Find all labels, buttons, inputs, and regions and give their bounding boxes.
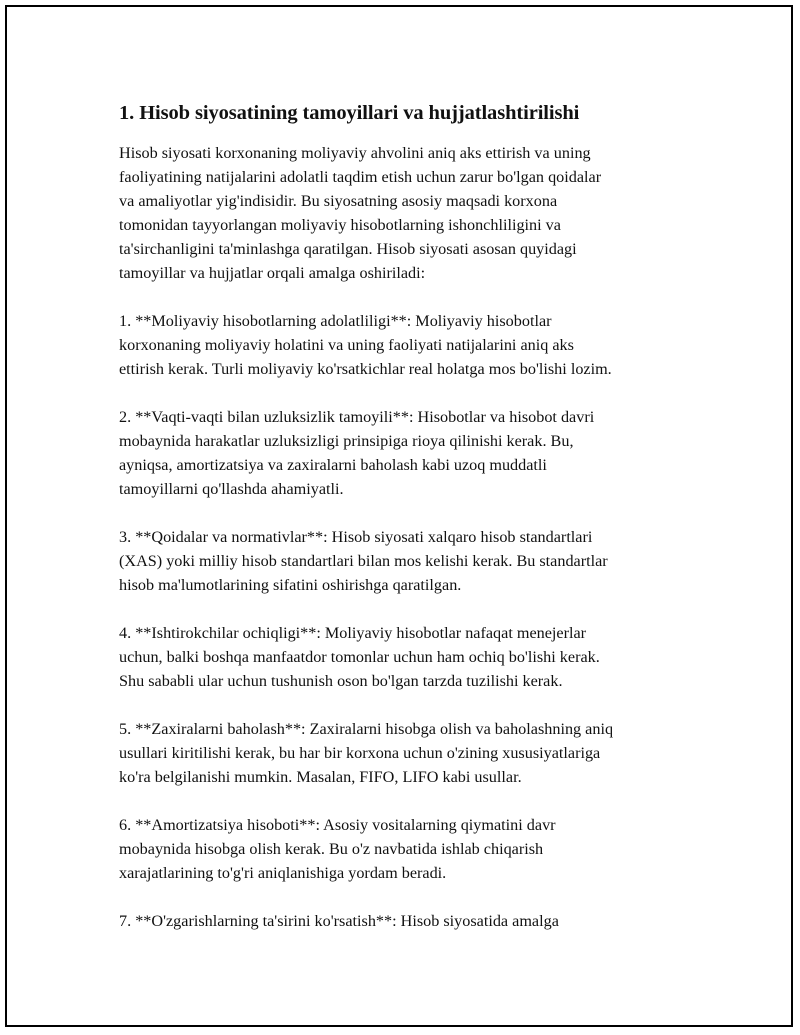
principle-7-paragraph: 7. **O'zgarishlarning ta'sirini ko'rsatish**: Hisob siyosatida amalga <box>119 912 559 930</box>
page-frame <box>5 5 793 1027</box>
principle-3-paragraph: 3. **Qoidalar va normativlar**: Hisob siyosati xalqaro hisob standartlari (XAS) yoki milliy hisob standartlari bilan mos kelishi kerak. Bu standartlar hisob ma'lumotlarining sifatini oshirishga qaratilgan. <box>119 528 608 594</box>
principle-2-paragraph: 2. **Vaqti-vaqti bilan uzluksizlik tamoyili**: Hisobotlar va hisobot davri mobaynida harakatlar uzluksizligi prinsipiga rioya qilinishi kerak. Bu, ayniqsa, amortizatsiya va zaxiralarni baholash kabi uzoq muddatli tamoyillarni qo'llashda ahamiyatli. <box>119 408 595 498</box>
principle-1-paragraph: 1. **Moliyaviy hisobotlarning adolatliligi**: Moliyaviy hisobotlar korxonaning moliyaviy holatini va uning faoliyati natijalarini aniq aks ettirish kerak. Turli moliyaviy ko'rsatkichlar real holatga mos bo'lishi lozim. <box>119 312 612 378</box>
intro-paragraph: Hisob siyosati korxonaning moliyaviy ahvolini aniq aks ettirish va uning faoliyatining natijalarini adolatli taqdim etish uchun zarur bo'lgan qoidalar va amaliyotlar yig'indisidir. Bu siyosatning asosiy maqsadi korxona tomonidan tayyorlangan moliyaviy hisobotlarning ishonchliligini va ta'sirchanligini ta'minlashga qaratilgan. Hisob siyosati asosan quyidagi tamoyillar va hujjatlar orqali amalga oshiriladi: <box>119 144 602 282</box>
principle-4-paragraph: 4. **Ishtirokchilar ochiqligi**: Moliyaviy hisobotlar nafaqat menejerlar uchun, balki boshqa manfaatdor tomonlar uchun ham ochiq bo'lishi kerak. Shu sababli ular uchun tushunish oson bo'lgan tarzda tuzilishi kerak. <box>119 624 600 690</box>
document-body <box>119 100 709 957</box>
principle-5-paragraph: 5. **Zaxiralarni baholash**: Zaxiralarni hisobga olish va baholashning aniq usullari kiritilishi kerak, bu har bir korxona uchun o'zining xususiyatlariga ko'ra belgilanishi mumkin. Masalan, FIFO, LIFO kabi usullar. <box>119 720 614 786</box>
principle-6-paragraph: 6. **Amortizatsiya hisoboti**: Asosiy vositalarning qiymatini davr mobaynida hisobga olish kerak. Bu o'z navbatida ishlab chiqarish xarajatlarining to'g'ri aniqlanishiga yordam beradi. <box>119 816 556 882</box>
section-title: 1. Hisob siyosatining tamoyillari va hujjatlashtirilishi <box>119 102 580 124</box>
